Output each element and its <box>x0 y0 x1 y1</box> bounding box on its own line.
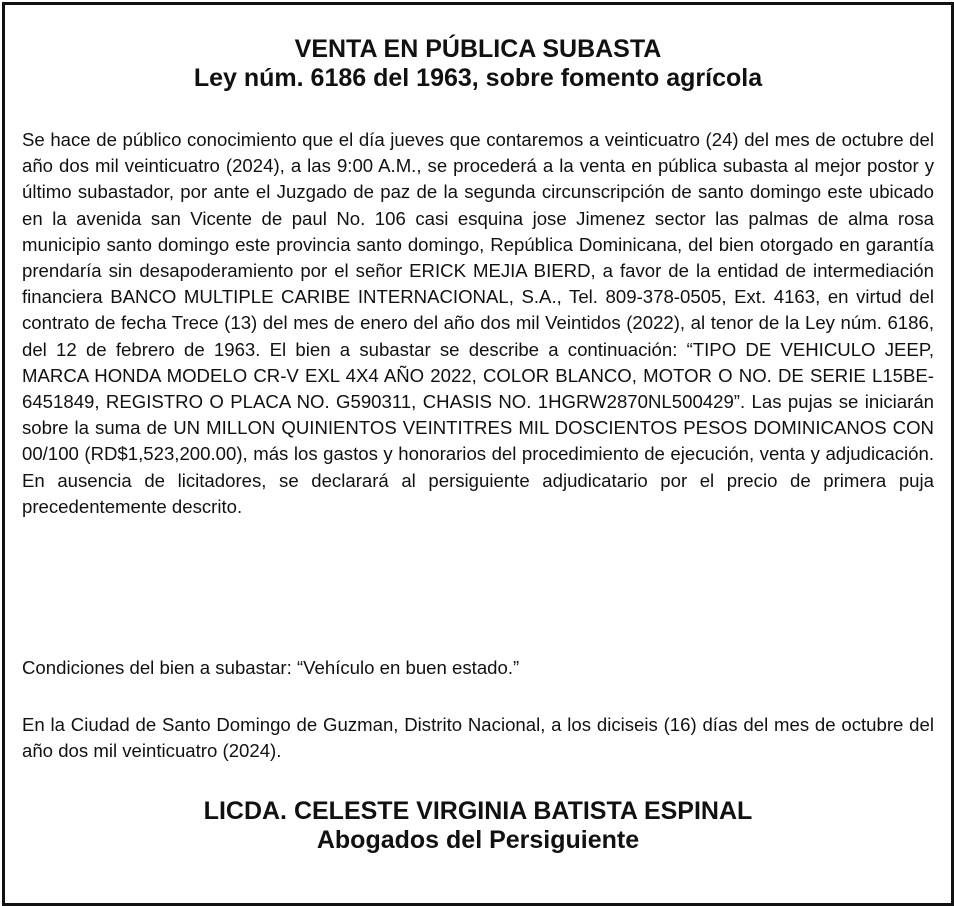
signature-role: Abogados del Persiguiente <box>316 826 640 854</box>
signature-name: LICDA. CELESTE VIRGINIA BATISTA ESPINAL <box>203 797 753 825</box>
title-line-2: Ley núm. 6186 del 1963, sobre fomento agrícola <box>193 64 763 92</box>
main-paragraph: Se hace de público conocimiento que el día jueves que contaremos a veinticuatro (24) del mes de octubre del año dos mil veinticuatro (2024), a las 9:00 A.M., se procederá a la venta en pública subasta al mejor postor y último subastador, por ante el Juzgado de paz de la segunda circunscripción de santo domingo este ubicado en la avenida san Vicente de paul No. 106 casi esquina jose Jimenez sector las palmas de alma rosa municipio santo domingo este provincia santo domingo, República Dominicana, del bien otorgado en garantía prendaría sin desapoderamiento por el señor ERICK MEJIA BIERD, a favor de la entidad de intermediación financiera BANCO MULTIPLE CARIBE INTERNACIONAL, S.A., Tel. 809-378-0505, Ext. 4163, en virtud del contrato de fecha Trece (13) del mes de enero del año dos mil Veintidos (2022), al tenor de la Ley núm. 6186, del 12 de febrero de 1963. El bien a subastar se describe a continuación: “TIPO DE VEHICULO JEEP, MARCA HONDA MODELO CR-V EXL 4X4 AÑO 2022, COLOR BLANCO, MOTOR O NO. DE SERIE L15BE-6451849, REGISTRO O PLACA NO. G590311, CHASIS NO. 1HGRW2870NL500429”. Las pujas se iniciarán sobre la suma de UN MILLON QUINIENTOS VEINTITRES MIL DOSCIENTOS PESOS DOMINICANOS CON 00/100 (RD$1,523,200.00), más los gastos y honorarios del procedimiento de ejecución, venta y adjudicación. En ausencia de licitadores, se declarará al persiguiente adjudicatario por el precio de primera puja precedentemente descrito. <box>22 129 934 517</box>
notice-frame <box>2 2 954 906</box>
notice-title <box>22 35 934 93</box>
signature-block <box>22 797 934 855</box>
place-date-paragraph: En la Ciudad de Santo Domingo de Guzman, Distrito Nacional, a los diciseis (16) días del mes de octubre del año dos mil veinticuatro (2024). <box>22 714 934 762</box>
conditions-paragraph: Condiciones del bien a subastar: “Vehículo en buen estado.” <box>22 657 520 678</box>
title-line-1: VENTA EN PÚBLICA SUBASTA <box>294 35 662 63</box>
